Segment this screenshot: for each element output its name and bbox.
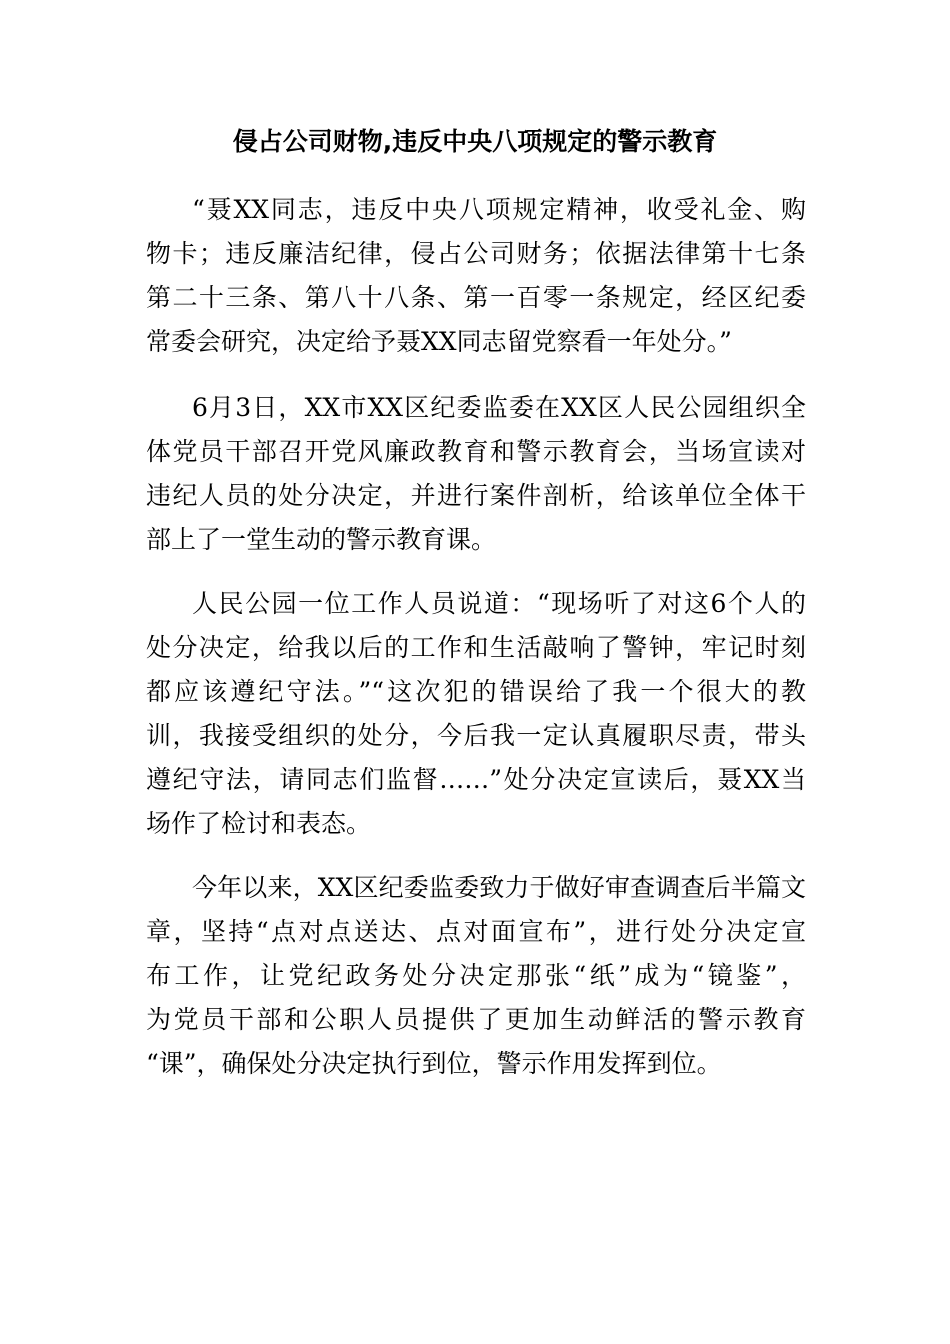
paragraph-line: 部上了一堂生动的警示教育课。 xyxy=(146,525,497,554)
paragraph-3 xyxy=(146,582,806,846)
paragraph-line: “聂XX同志，违反中央八项规定精神，收受礼金、购 xyxy=(192,195,806,224)
paragraph-line: 物卡；违反廉洁纪律，侵占公司财务；依据法律第十七条 xyxy=(146,239,806,268)
paragraph-line: 违纪人员的处分决定，并进行案件剖析，给该单位全体干 xyxy=(146,481,806,510)
paragraph-line: 都应该遵纪守法。”“这次犯的错误给了我一个很大的教 xyxy=(146,677,806,706)
paragraph-line: 场作了检讨和表态。 xyxy=(146,809,372,838)
paragraph-line: 第二十三条、第八十八条、第一百零一条规定，经区纪委 xyxy=(146,283,806,312)
paragraph-1 xyxy=(146,188,806,364)
paragraph-line: “课”，确保处分决定执行到位，警示作用发挥到位。 xyxy=(146,1049,722,1078)
paragraph-line: 今年以来，XX区纪委监委致力于做好审查调查后半篇文 xyxy=(192,873,806,902)
paragraph-line: 常委会研究，决定给予聂XX同志留党察看一年处分。” xyxy=(146,327,732,356)
paragraph-line: 6月3日，XX市XX区纪委监委在XX区人民公园组织全 xyxy=(192,393,806,422)
paragraph-line: 训，我接受组织的处分，今后我一定认真履职尽责，带头 xyxy=(146,721,806,750)
paragraph-line: 章，坚持“点对点送达、点对面宣布”，进行处分决定宣 xyxy=(146,917,806,946)
paragraph-4 xyxy=(146,866,806,1086)
paragraph-line: 遵纪守法，请同志们监督……”处分决定宣读后，聂XX当 xyxy=(146,765,806,794)
paragraph-line: 体党员干部召开党风廉政教育和警示教育会，当场宣读对 xyxy=(146,437,806,466)
paragraph-line: 人民公园一位工作人员说道：“现场听了对这6个人的 xyxy=(192,589,806,618)
paragraph-line: 处分决定，给我以后的工作和生活敲响了警钟，牢记时刻 xyxy=(146,633,806,662)
paragraph-line: 为党员干部和公职人员提供了更加生动鲜活的警示教育 xyxy=(146,1005,806,1034)
paragraph-2 xyxy=(146,386,806,562)
paragraph-line: 布工作，让党纪政务处分决定那张“纸”成为“镜鉴”， xyxy=(146,961,806,990)
document-title: 侵占公司财物,违反中央八项规定的警示教育 xyxy=(232,127,718,156)
